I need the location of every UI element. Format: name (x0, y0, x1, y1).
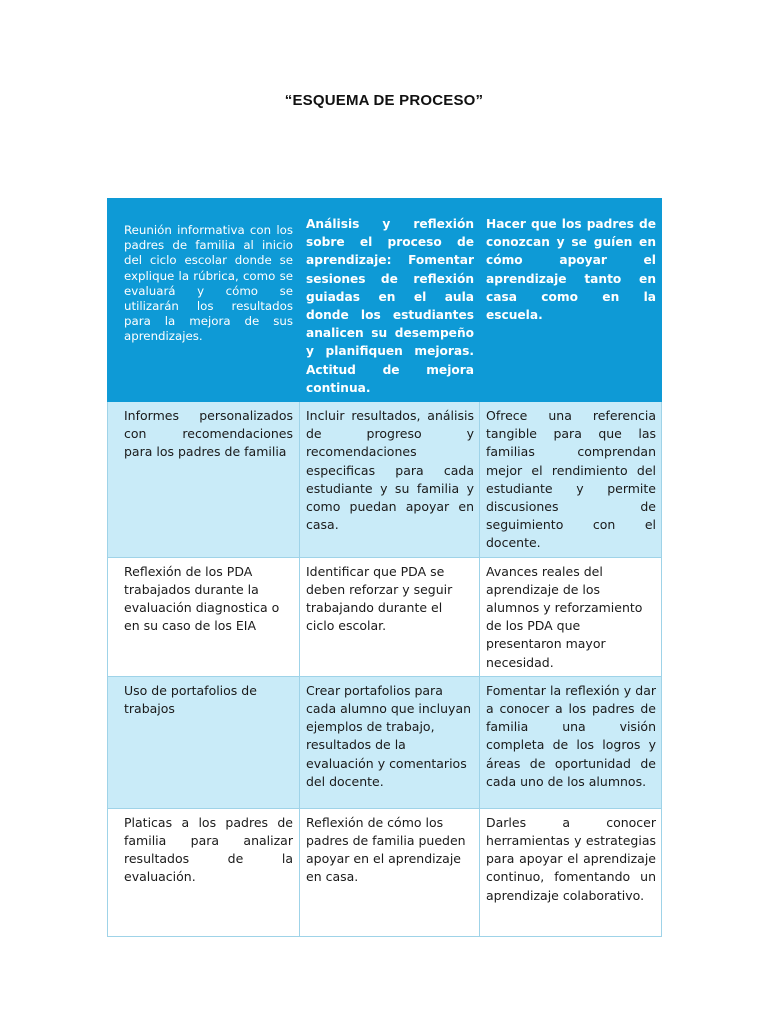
document-title: “ESQUEMA DE PROCESO” (284, 92, 484, 109)
table-cell: Reflexión de los PDA trabajados durante la evaluación diagnostica o en su caso de los EIA (108, 557, 300, 676)
table-cell: Platicas a los padres de familia para analizar resultados de la evaluación. (108, 808, 300, 936)
table-row (108, 402, 662, 558)
table-row (108, 676, 662, 808)
table-header-row (108, 199, 662, 402)
header-cell: Hacer que los padres de conozcan y se guíen en cómo apoyar el aprendizaje tanto en casa como en la escuela. (480, 199, 662, 402)
table-cell: Fomentar la reflexión y dar a conocer a los padres de familia una visión completa de los logros y áreas de oportunidad de cada uno de los alumnos. (480, 676, 662, 808)
table-row (108, 557, 662, 676)
table-row (108, 808, 662, 936)
table-cell: Incluir resultados, análisis de progreso y recomendaciones especificas para cada estudiante y su familia y como puedan apoyar en casa. (300, 402, 480, 558)
table-cell: Crear portafolios para cada alumno que incluyan ejemplos de trabajo, resultados de la evaluación y comentarios del docente. (300, 676, 480, 808)
table-cell: Ofrece una referencia tangible para que las familias comprendan mejor el rendimiento del estudiante y permite discusiones de seguimiento con el docente. (480, 402, 662, 558)
table-cell: Uso de portafolios de trabajos (108, 676, 300, 808)
process-table (107, 198, 662, 937)
table-cell: Avances reales del aprendizaje de los alumnos y reforzamiento de los PDA que presentaron mayor necesidad. (480, 557, 662, 676)
header-cell: Reunión informativa con los padres de familia al inicio del ciclo escolar donde se explique la rúbrica, como se evaluará y cómo se utilizarán los resultados para la mejora de sus aprendizajes. (108, 199, 300, 402)
table-cell: Darles a conocer herramientas y estrategias para apoyar el aprendizaje continuo, fomentando un aprendizaje colaborativo. (480, 808, 662, 936)
header-cell: Análisis y reflexión sobre el proceso de aprendizaje: Fomentar sesiones de reflexión guiadas en el aula donde los estudiantes analicen su desempeño y planifiquen mejoras. Actitud de mejora continua. (300, 199, 480, 402)
table-cell: Informes personalizados con recomendaciones para los padres de familia (108, 402, 300, 558)
table-cell: Identificar que PDA se deben reforzar y seguir trabajando durante el ciclo escolar. (300, 557, 480, 676)
table-cell: Reflexión de cómo los padres de familia pueden apoyar en el aprendizaje en casa. (300, 808, 480, 936)
